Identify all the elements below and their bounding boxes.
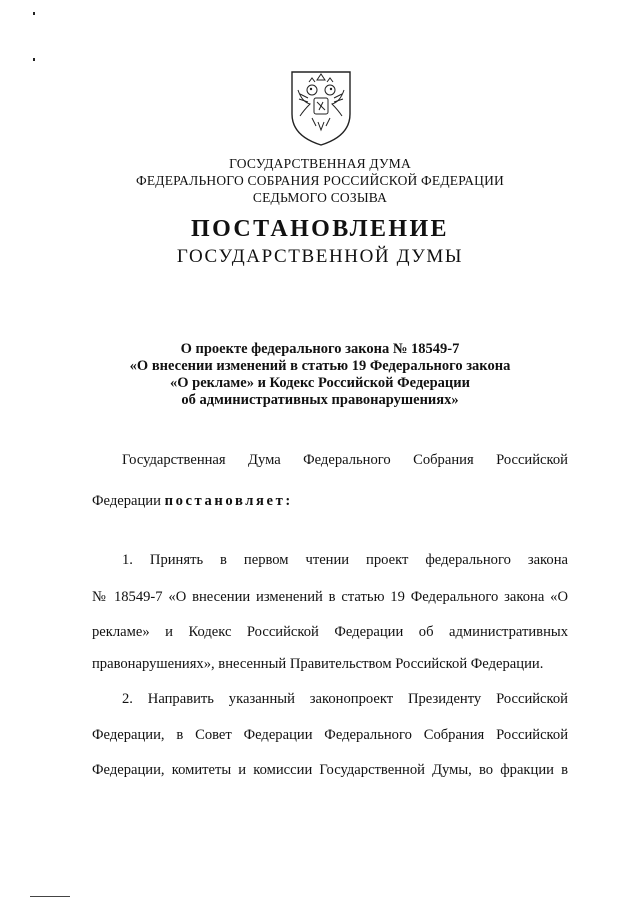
subject-line: О проекте федерального закона № 18549-7 (180, 341, 460, 357)
scan-speck (33, 12, 35, 15)
org-name-line: ГОСУДАРСТВЕННАЯ ДУМА (229, 156, 411, 171)
convocation-line: СЕДЬМОГО СОЗЫВА (252, 190, 388, 205)
preamble-line: Государственная Дума Федерального Собрания Российской (122, 452, 568, 468)
item-line: 1. Принять в первом чтении проект федерального закона (122, 552, 568, 568)
item-line: 2. Направить указанный законопроект Президенту Российской (122, 691, 568, 707)
coat-of-arms-icon (286, 68, 356, 148)
scan-speck (33, 58, 35, 61)
document-type: ПОСТАНОВЛЕНИЕ (191, 216, 449, 242)
preamble-text: Федерации (92, 493, 165, 509)
preamble-verb: постановляет: (164, 493, 293, 509)
document-subject (0, 341, 640, 409)
document-issuer: ГОСУДАРСТВЕННОЙ ДУМЫ (176, 246, 464, 267)
divider (30, 896, 70, 897)
item-line: Федерации, в Совет Федерации Федерального Собрания Российской (92, 727, 568, 743)
item-line: № 18549-7 «О внесении изменений в статью 19 Федерального закона «О (92, 589, 568, 605)
subject-line: «О рекламе» и Кодекс Российской Федерации (169, 375, 470, 391)
preamble-line (92, 493, 568, 510)
item-line: рекламе» и Кодекс Российской Федерации об административных (92, 624, 568, 640)
subject-line: об административных правонарушениях» (181, 392, 459, 408)
org-name-line: ФЕДЕРАЛЬНОГО СОБРАНИЯ РОССИЙСКОЙ ФЕДЕРАЦИИ (136, 173, 504, 188)
subject-line: «О внесении изменений в статью 19 Федерального закона (129, 358, 511, 374)
item-line: правонарушениях», внесенный Правительством Российской Федерации. (92, 656, 544, 672)
item-line: Федерации, комитеты и комиссии Государственной Думы, во фракции в (92, 762, 568, 778)
